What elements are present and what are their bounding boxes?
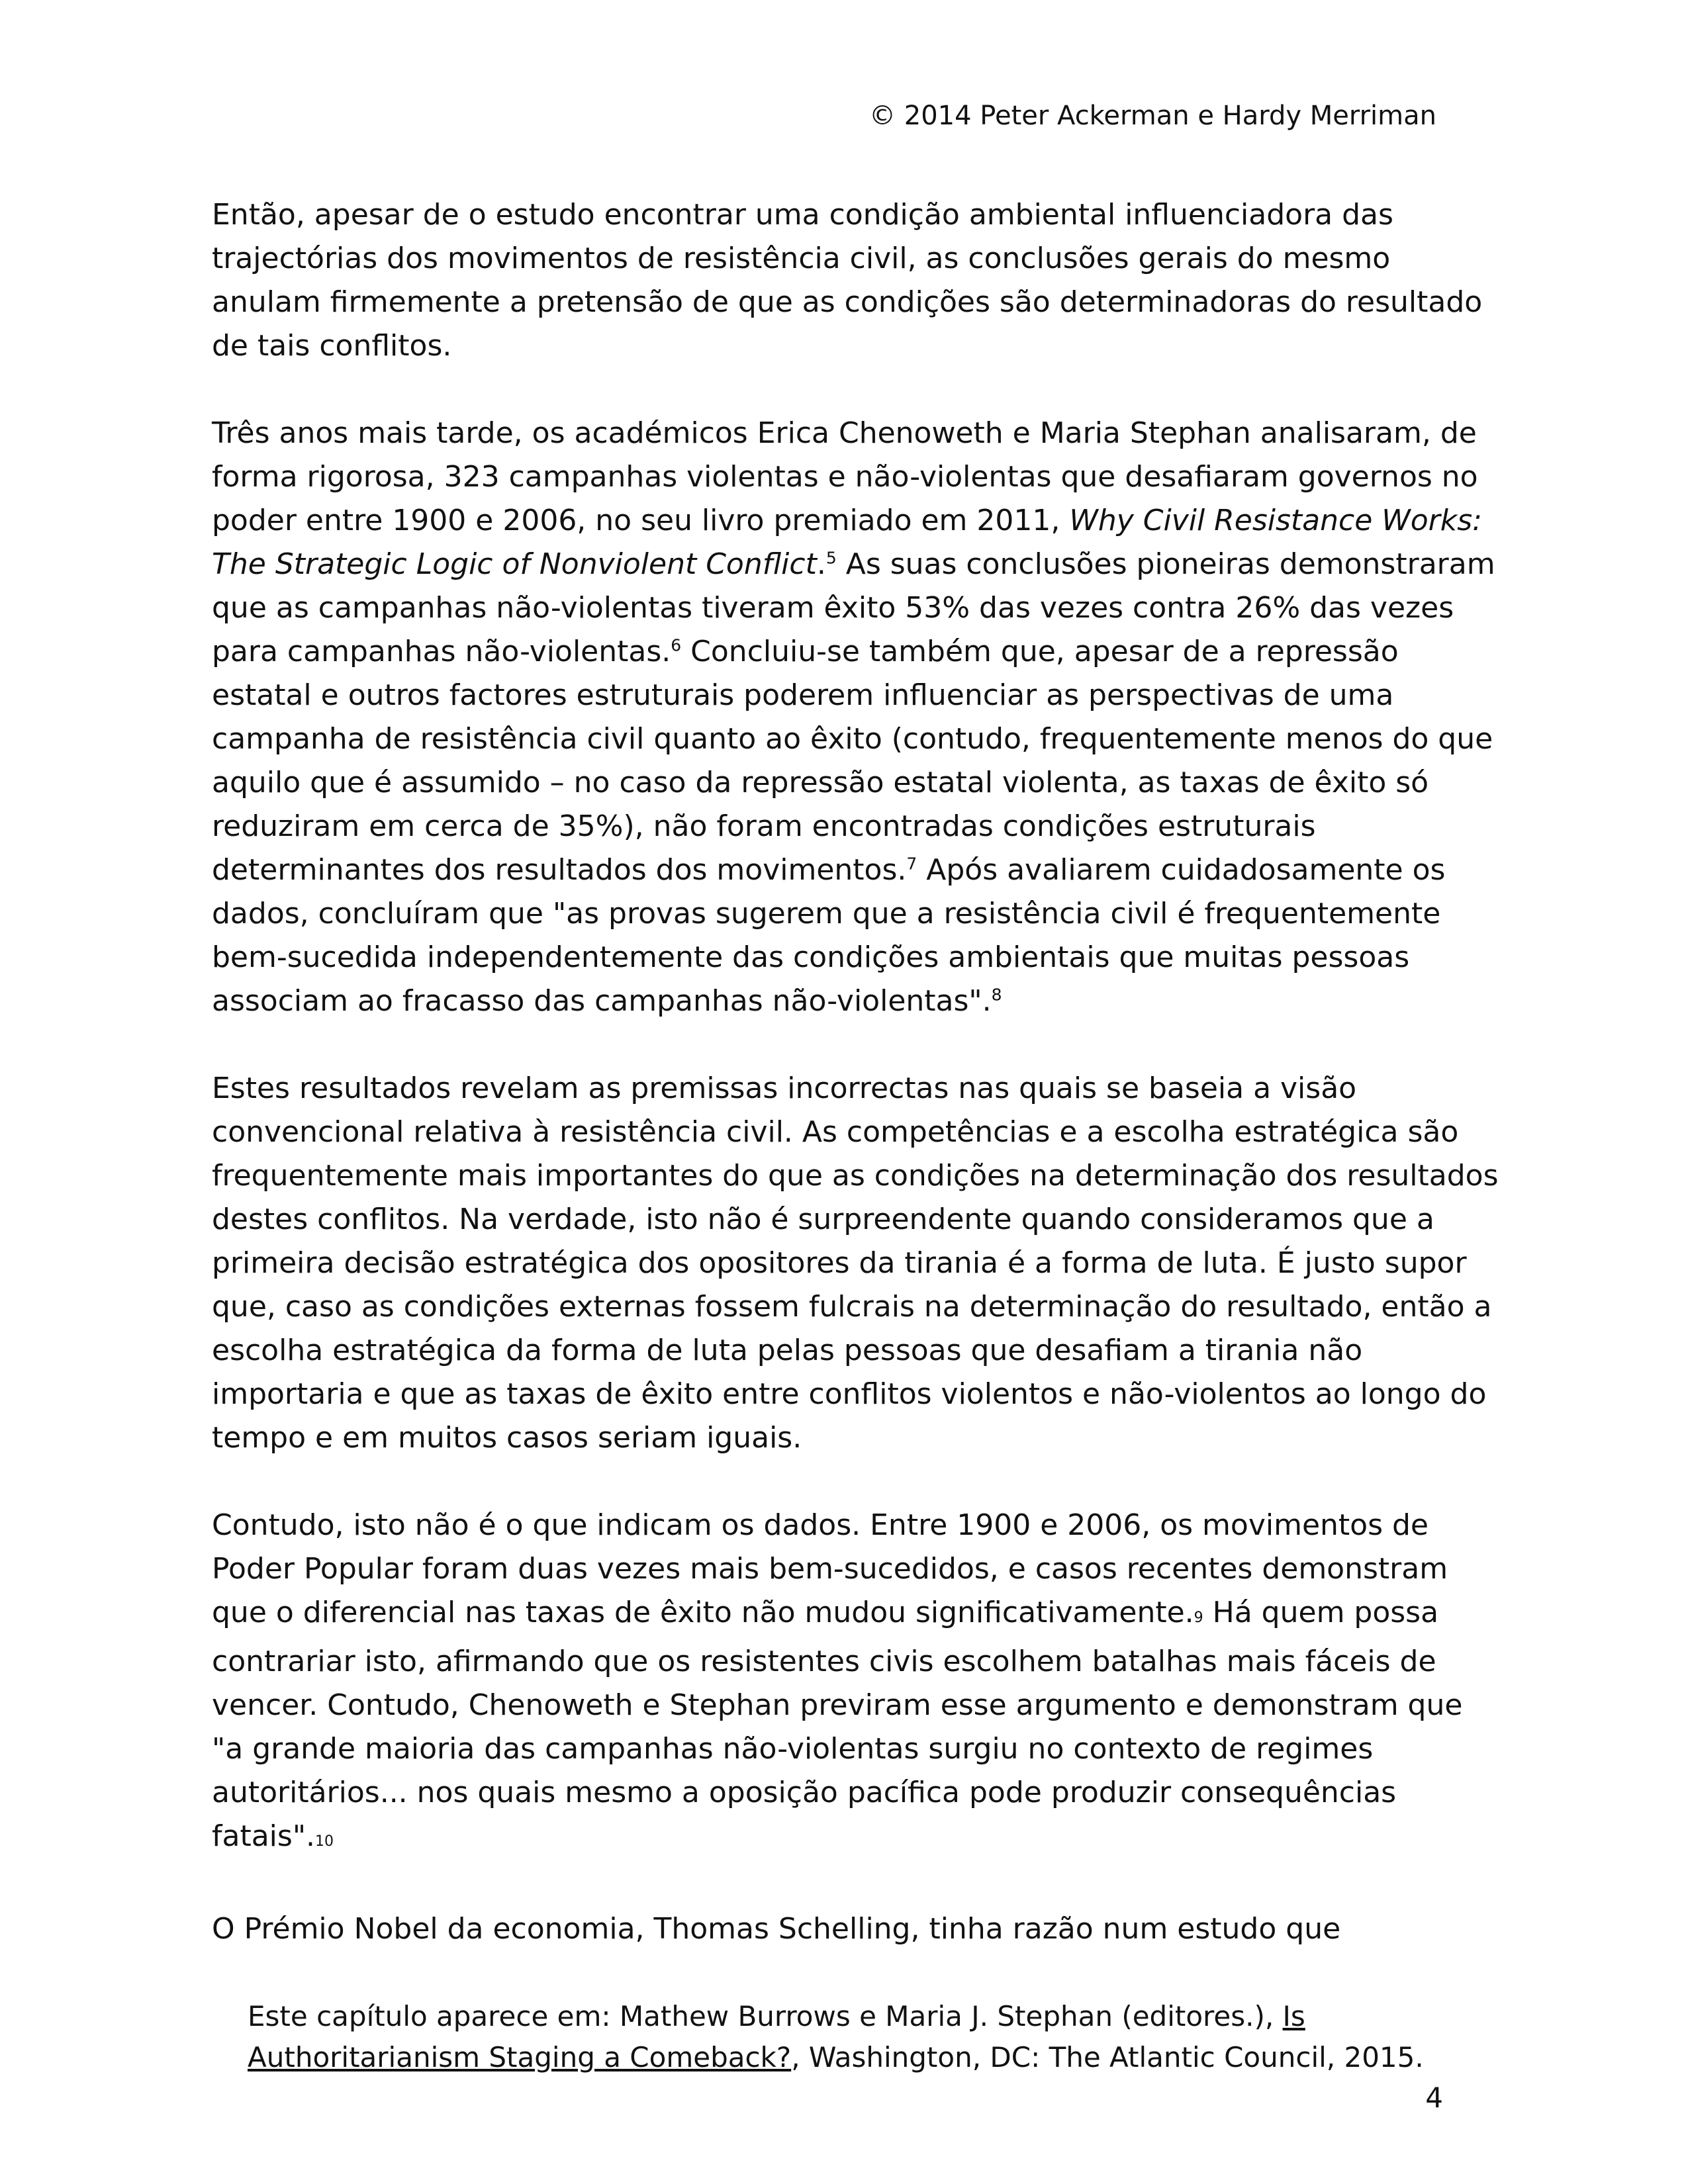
- paragraph-2-text-4: Concluiu-se também que, apesar de a repressão estatal e outros factores estruturais poderem influenciar as perspectivas de uma campanha de resistência civil quanto ao êxito (contudo, frequentemente menos do que aquilo que é assumido – no caso da repressão estatal violenta, as taxas de êxito só reduziram em cerca de 35%), não foram encontradas condições estruturais determinantes dos resultados dos movimentos.: [212, 635, 1493, 887]
- book-title: Why Civil Resistance Works: The Strategic Logic of Nonviolent Conflict: [212, 504, 1482, 581]
- paragraph-4-text-1: Contudo, isto não é o que indicam os dados. Entre 1900 e 2006, os movimentos de Poder Popular foram duas vezes mais bem-sucedidos, e casos recentes demonstram que o diferencial nas taxas de êxito não mudou significativamente.: [212, 1508, 1448, 1629]
- footnote-ref-9[interactable]: 9: [1194, 1610, 1203, 1626]
- paragraph-2-text-3: As suas conclusões pioneiras demonstraram que as campanhas não-violentas tiveram êxito 53% das vezes contra 26% das vezes para campanhas não-violentas.: [212, 547, 1495, 668]
- paragraph-5: O Prémio Nobel da economia, Thomas Schelling, tinha razão num estudo que: [212, 1912, 1341, 1946]
- paragraph-2-text-2: .: [816, 547, 826, 581]
- paragraph-4-text-2: Há quem possa contrariar isto, afirmando que os resistentes civis escolhem batalhas mais fáceis de vencer. Contudo, Chenoweth e Stephan previram esse argumento e demonstram que "a grande maioria das campanhas não-violentas surgiu no contexto de regimes autoritários... nos quais mesmo a oposição pacífica pode produzir consequências fatais".: [212, 1596, 1463, 1853]
- paragraph-1: Então, apesar de o estudo encontrar uma condição ambiental influenciadora das trajectórias dos movimentos de resistência civil, as conclusões gerais do mesmo anulam firmemente a pretensão de que as condições são determinadoras do resultado de tais conflitos.: [212, 198, 1483, 363]
- copyright-header: © 2014 Peter Ackerman e Hardy Merriman: [869, 101, 1436, 131]
- footnote-ref-6[interactable]: 6: [671, 635, 682, 655]
- page-number: 4: [1425, 2081, 1443, 2114]
- paragraph-2-text-1: Três anos mais tarde, os académicos Erica Chenoweth e Maria Stephan analisaram, de forma rigorosa, 323 campanhas violentas e não-violentas que desafiaram governos no poder entre 1900 e 2006, no seu livro premiado em 2011,: [212, 416, 1478, 537]
- footnote-ref-8[interactable]: 8: [991, 985, 1002, 1005]
- body-text: [212, 193, 1503, 1995]
- paragraph-3: Estes resultados revelam as premissas incorrectas nas quais se baseia a visão convencional relativa à resistência civil. As competências e a escolha estratégica são frequentemente mais importantes do que as condições na determinação dos resultados destes conflitos. Na verdade, isto não é surpreendente quando consideramos que a primeira decisão estratégica dos opositores da tirania é a forma de luta. É justo supor que, caso as condições externas fossem fulcrais na determinação do resultado, então a escolha estratégica da forma de luta pelas pessoas que desafiam a tirania não importaria e que as taxas de êxito entre conflitos violentos e não-violentos ao longo do tempo e em muitos casos seriam iguais.: [212, 1071, 1499, 1455]
- paragraph-2-text-5: Após avaliarem cuidadosamente os dados, concluíram que "as provas sugerem que a resistência civil é frequentemente bem-sucedida independentemente das condições ambientais que muitas pessoas associam ao fracasso das campanhas não-violentas".: [212, 853, 1446, 1018]
- chapter-source-note: [248, 1996, 1439, 2078]
- footnote-ref-10[interactable]: 10: [315, 1833, 334, 1850]
- footnote-ref-5[interactable]: 5: [825, 548, 837, 568]
- footnote-ref-7[interactable]: 7: [906, 854, 917, 874]
- source-note-prefix: Este capítulo aparece em: Mathew Burrows e Maria J. Stephan (editores.),: [248, 2000, 1283, 2032]
- paragraph-2: [212, 412, 1503, 1023]
- source-book-link[interactable]: Is Authoritarianism Staging a Comeback?: [248, 2000, 1305, 2073]
- paragraph-4: [212, 1504, 1503, 1864]
- source-note-suffix: , Washington, DC: The Atlantic Council, 2015.: [791, 2041, 1424, 2073]
